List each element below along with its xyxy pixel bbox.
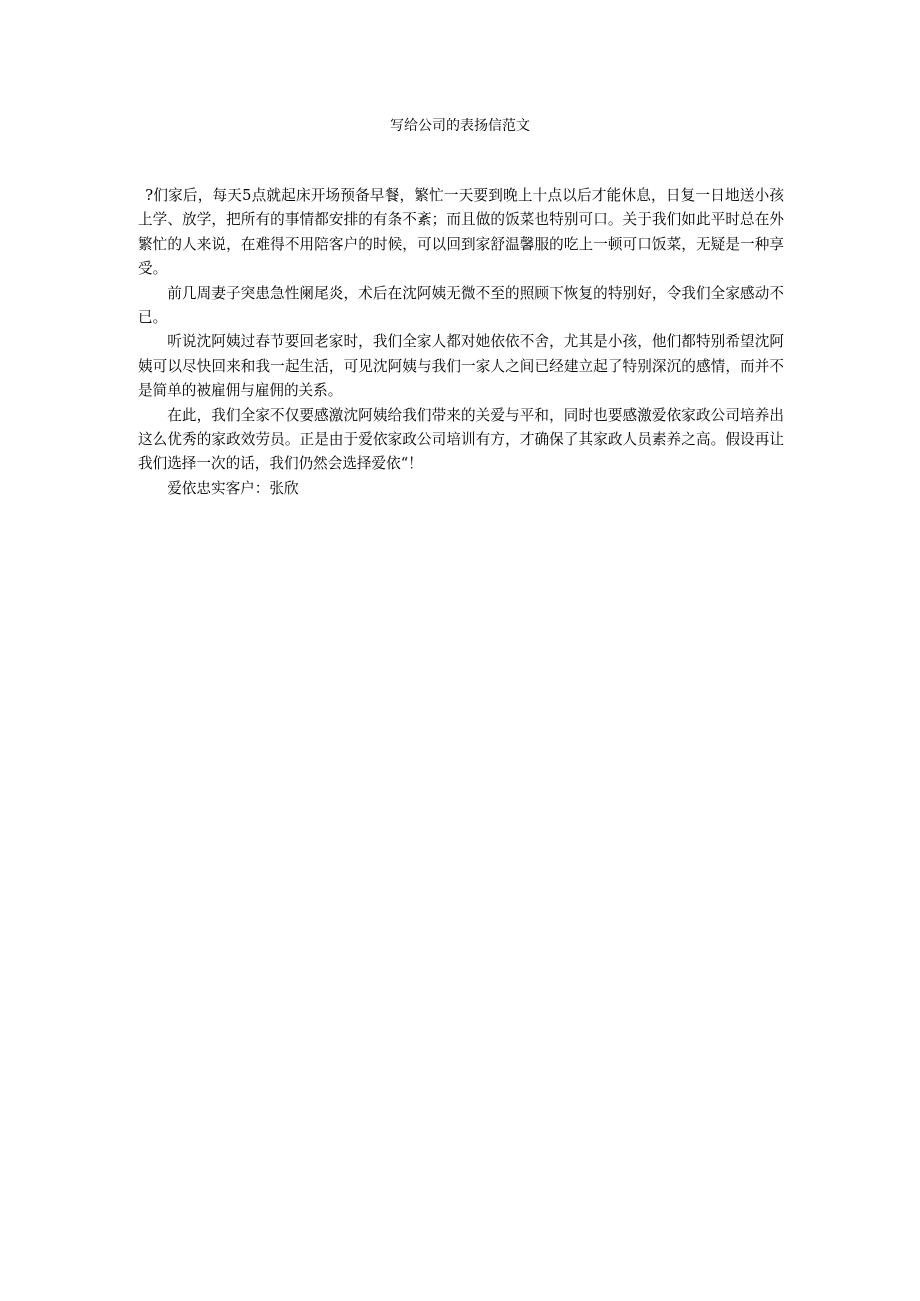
paragraph-3: 听说沈阿姨过春节要回老家时，我们全家人都对她依依不舍，尤其是小孩，他们都特别希望沈阿姨可以尽快回来和我一起生活，可见沈阿姨与我们一家人之间已经建立起了特别深沉的感情，而并不是简单的被雇佣与雇佣的关系。	[138, 333, 784, 400]
document-body	[138, 184, 784, 501]
document-title: 写给公司的表扬信范文	[390, 118, 530, 134]
paragraph-2: 前几周妻子突患急性阑尾炎，术后在沈阿姨无微不至的照顾下恢复的特别好，令我们全家感动不已。	[138, 284, 784, 327]
paragraph-4: 在此，我们全家不仅要感激沈阿姨给我们带来的关爱与平和，同时也要感激爱依家政公司培养出这么优秀的家政效劳员。正是由于爱依家政公司培训有方，才确保了其家政人员素养之高。假设再让我们选择一次的话，我们仍然会选择爱依“！	[138, 406, 784, 473]
signature-line: 爱依忠实客户：张欣	[167, 479, 299, 497]
paragraph-1: ?们家后，每天5点就起床开场预备早餐，繁忙一天要到晚上十点以后才能休息，日复一日地送小孩上学、放学，把所有的事情都安排的有条不紊；而且做的饭菜也特别可口。关于我们如此平时总在外繁忙的人来说，在难得不用陪客户的时候，可以回到家舒温馨服的吃上一顿可口饭菜，无疑是一种享受。	[138, 187, 784, 278]
